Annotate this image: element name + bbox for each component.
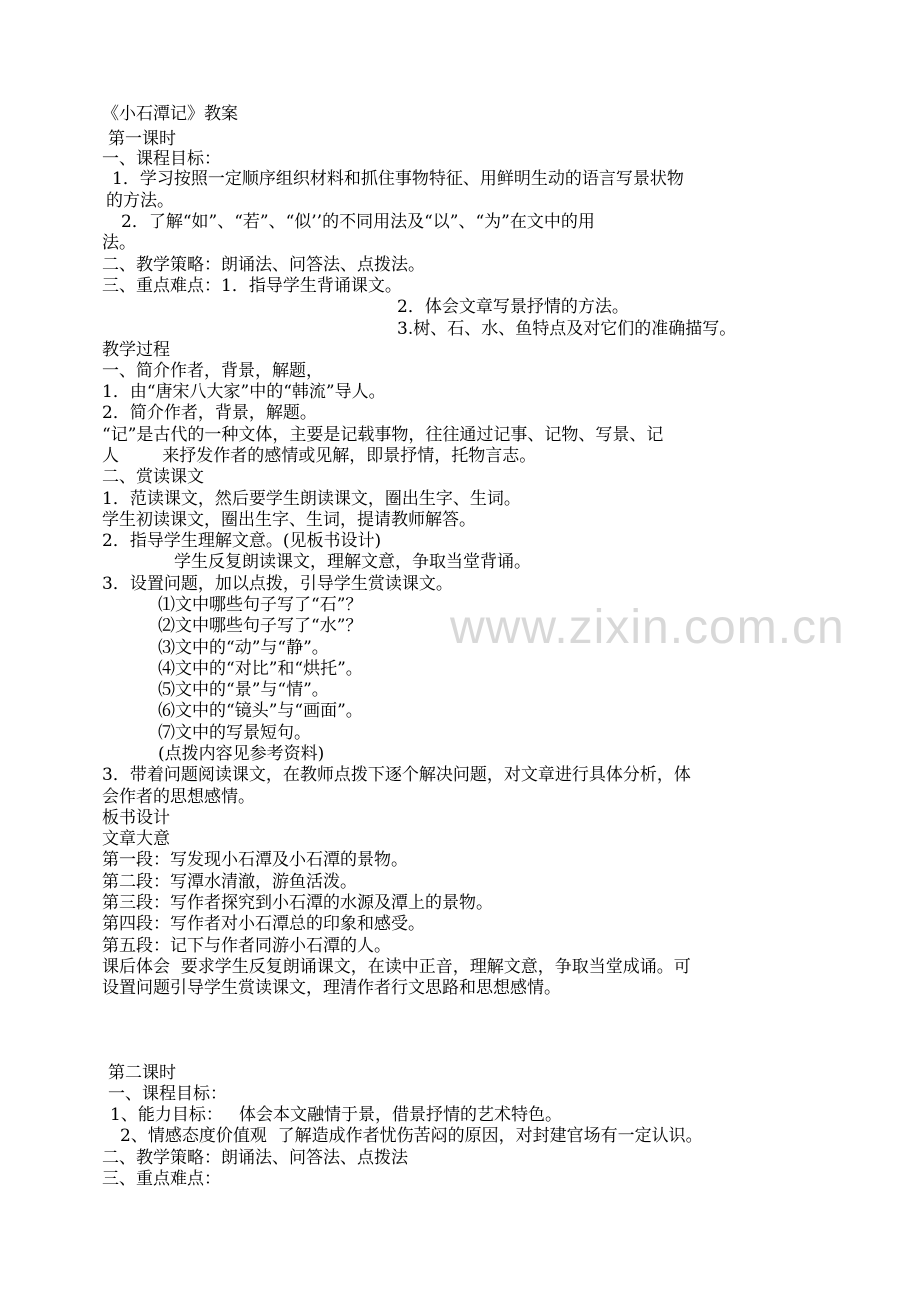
paragraph-line: 第三段：写作者探究到小石潭的水源及潭上的景物。 [102,893,493,913]
paragraph-line: 学生初读课文，圈出生字、生词，提请教师解答。 [102,510,476,530]
heading: 一、简介作者，背景，解题， [102,361,323,381]
section-heading: 第二课时 [108,1063,176,1083]
section-heading: 第一课时 [108,129,176,149]
paragraph-line: 2．了解“如”、“若”、“似’’的不同用法及“以”、“为”在文中的用 [121,212,595,232]
paragraph-line: 2．体会文章写景抒情的方法。 [397,297,629,317]
doc-title: 《小石潭记》教案 [102,104,238,124]
heading: 板书设计 [102,808,170,828]
heading: 三、重点难点： [102,1169,221,1189]
heading: 一、课程目标： [102,149,221,169]
paragraph-line: 2、情感态度价值观 了解造成作者忧伤苦闷的原因，对封建官场有一定认识。 [120,1126,703,1146]
paragraph-line: 2．指导学生理解文意。(见板书设计) [102,531,382,551]
paragraph-line: 3.树、石、水、鱼特点及对它们的准确描写。 [397,319,737,339]
paragraph-line: 1．范读课文，然后要学生朗读课文，圈出生字、生词。 [102,489,521,509]
paragraph-line: 3．带着问题阅读课文，在教师点拨下逐个解决问题，对文章进行具体分析，体 [102,765,691,785]
list-item: ⑵文中哪些句子写了“水”？ [158,616,363,636]
paragraph-line: 学生反复朗读课文，理解文意，争取当堂背诵。 [174,552,531,572]
paragraph-line: 人 来抒发作者的感情或见解，即景抒情，托物言志。 [102,446,537,466]
paragraph-line: 第一段：写发现小石潭及小石潭的景物。 [102,850,408,870]
list-note: (点拨内容见参考资料) [158,744,325,764]
list-item: ⑶文中的“动”与“静”。 [158,638,329,658]
paragraph-line: 3．设置问题，加以点拨，引导学生赏读课文。 [102,574,453,594]
paragraph-line: 第四段：写作者对小石潭总的印象和感受。 [102,914,425,934]
paragraph-line: “记”是古代的一种文体，主要是记载事物，往往通过记事、记物、写景、记 [102,425,664,445]
list-item: ⑷文中的“对比”和“烘托”。 [158,659,363,679]
paragraph-line: 第二段：写潭水清澈，游鱼活泼。 [102,872,357,892]
list-item: ⑸文中的“景”与“情”。 [158,680,329,700]
paragraph-line: 课后体会 要求学生反复朗诵课文，在读中正音，理解文意，争取当堂成诵。可 [102,957,691,977]
paragraph-line: 会作者的思想感情。 [102,787,255,807]
heading: 二、教学策略：朗诵法、问答法、点拨法。 [102,255,425,275]
heading: 文章大意 [102,829,170,849]
paragraph-line: 法。 [102,233,136,253]
list-item: ⑺文中的写景短句。 [158,723,311,743]
heading: 二、赏读课文 [102,467,204,487]
paragraph-line: 1．由“唐宋八大家”中的“韩流”导人。 [102,382,386,402]
watermark: www.zixin.com.cn [450,601,845,654]
paragraph-line: 1．学习按照一定顺序组织材料和抓住事物特征、用鲜明生动的语言写景状物 [112,169,684,189]
paragraph-line: 2．简介作者，背景，解题。 [102,403,317,423]
heading: 一、课程目标： [108,1084,227,1104]
list-item: ⑹文中的“镜头”与“画面”。 [158,701,363,721]
heading: 二、教学策略：朗诵法、问答法、点拨法 [102,1148,408,1168]
paragraph-line: 的方法。 [106,191,174,211]
paragraph-line: 1、能力目标： 体会本文融情于景，借景抒情的艺术特色。 [110,1105,563,1125]
paragraph-line: 设置问题引导学生赏读课文，理清作者行文思路和思想感情。 [102,978,561,998]
heading: 三、重点难点：1．指导学生背诵课文。 [102,276,402,296]
heading: 教学过程 [102,340,170,360]
list-item: ⑴文中哪些句子写了“石”？ [158,595,363,615]
paragraph-line: 第五段：记下与作者同游小石潭的人。 [102,936,391,956]
